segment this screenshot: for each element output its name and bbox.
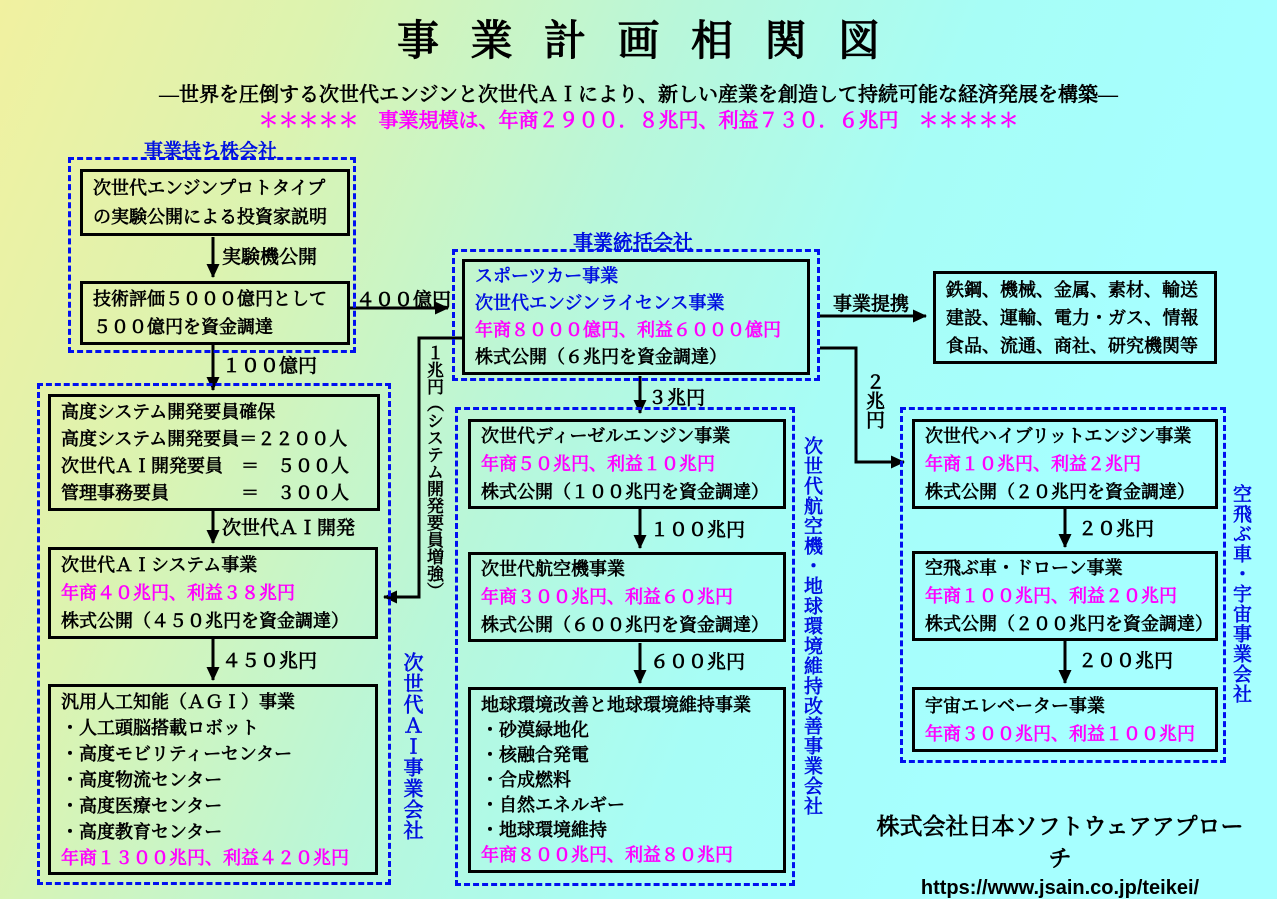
box-line: 高度システム開発要員＝２２００人 xyxy=(61,428,348,449)
box-line: ・高度モビリティーセンター xyxy=(61,743,293,764)
page-subtitle: ―世界を圧倒する次世代エンジンと次世代ＡＩにより、新しい産業を創造して持続可能な経済発展を構築― xyxy=(159,84,1118,106)
box-line: ・核融合発電 xyxy=(481,744,589,765)
box-line: ５００億円を資金調達 xyxy=(93,317,273,337)
box-line: 株式公開（４５０兆円を資金調達） xyxy=(61,611,349,631)
box-line: 株式公開（１００兆円を資金調達） xyxy=(481,482,769,502)
box-line: 食品、流通、商社、研究機関等 xyxy=(946,335,1198,356)
arrow-label-200cho: ２００兆円 xyxy=(1078,651,1174,672)
box-line: 株式公開（６兆円を資金調達） xyxy=(475,347,727,367)
box-line: 年商８０００億円、利益６０００億円 xyxy=(475,320,781,340)
arrow-label-1cho-note: １兆円（システム開発要員増強） xyxy=(424,344,443,599)
box-line: 年商１００兆円、利益２０兆円 xyxy=(925,586,1177,606)
box-line: 空飛ぶ車・ドローン事業 xyxy=(925,558,1123,578)
box-line: 次世代ハイブリットエンジン事業 xyxy=(925,426,1192,446)
arrow-label-3cho: ３兆円 xyxy=(648,388,706,409)
footer xyxy=(872,810,1248,899)
box-line: 年商４０兆円、利益３８兆円 xyxy=(61,583,295,603)
arrow-label-450cho: ４５０兆円 xyxy=(222,651,318,672)
arrow-label-100cho: １００兆円 xyxy=(650,520,746,541)
box-line: 次世代ＡＩ開発要員 ＝ ５００人 xyxy=(61,455,349,476)
arrow-label-ai-dev: 次世代ＡＩ開発 xyxy=(222,518,356,539)
business-scale-line: ＊＊＊＊＊ 事業規模は、年商２９００．８兆円、利益７３０．６兆円 ＊＊＊＊＊ xyxy=(258,110,1019,132)
box-line: 次世代航空機事業 xyxy=(481,559,625,579)
ai-company-label: 次世代ＡＩ事業会社 xyxy=(400,652,422,841)
prototype-box xyxy=(80,169,350,236)
staffing-box xyxy=(48,394,380,511)
tech-eval-box xyxy=(80,281,350,345)
box-line: 管理事務要員 ＝ ３００人 xyxy=(61,482,349,503)
space-company-label: 空飛ぶ車・宇宙事業会社 xyxy=(1230,484,1251,704)
environment-box xyxy=(468,687,786,873)
box-line: 次世代エンジンプロトタイプ xyxy=(93,177,326,198)
arrow-label-2cho: ２兆円 xyxy=(863,372,884,429)
control-hq-box xyxy=(462,259,810,375)
hybrid-box xyxy=(912,419,1218,509)
box-line: 宇宙エレベーター事業 xyxy=(925,695,1105,716)
box-line: ・高度物流センター xyxy=(61,769,223,790)
diesel-box xyxy=(468,419,786,509)
box-line: 株式公開（６００兆円を資金調達） xyxy=(481,615,769,635)
arrow-label-400oku: ４００億円 xyxy=(356,290,452,311)
box-line: 鉄鋼、機械、金属、素材、輸送 xyxy=(946,279,1198,300)
box-line: 年商３００兆円、利益６０兆円 xyxy=(481,587,733,607)
aircraft-box xyxy=(468,552,786,642)
box-line: 建設、運輸、電力・ガス、情報 xyxy=(946,307,1199,328)
box-line: の実験公開による投資家説明 xyxy=(93,206,327,227)
flying-car-box xyxy=(912,551,1218,641)
company-url: https://www.jsain.co.jp/teikei/ xyxy=(920,877,1200,899)
arrow-label-partnership: 事業提携 xyxy=(833,294,910,315)
arrow-label-100oku: １００億円 xyxy=(222,356,318,377)
company-name: 株式会社日本ソフトウェアアプローチ xyxy=(876,813,1244,871)
box-line: ・人工頭脳搭載ロボット xyxy=(61,717,259,738)
holding-company-label: 事業持ち株会社 xyxy=(144,141,278,162)
box-line: 汎用人工知能（ＡＧＩ）事業 xyxy=(61,691,295,712)
box-line: ・高度医療センター xyxy=(61,795,223,816)
arrow-label-600cho: ６００兆円 xyxy=(650,652,746,673)
box-line: 株式公開（２００兆円を資金調達） xyxy=(925,614,1213,634)
space-elevator-box xyxy=(912,687,1218,752)
aircraft-company-label: 次世代航空機・地球環境維持改善事業会社 xyxy=(801,436,822,816)
partners-box xyxy=(933,271,1217,364)
ai-system-box xyxy=(48,547,378,639)
box-line: 高度システム開発要員確保 xyxy=(61,401,276,422)
box-line: ・自然エネルギー xyxy=(481,794,625,815)
box-line: ・砂漠緑地化 xyxy=(481,719,589,740)
arrow-label-20cho: ２０兆円 xyxy=(1078,519,1155,540)
box-line: 株式公開（２０兆円を資金調達） xyxy=(925,482,1195,502)
box-line: 次世代ディーゼルエンジン事業 xyxy=(481,426,731,446)
box-line: 年商３００兆円、利益１００兆円 xyxy=(925,723,1195,744)
box-line: ・高度教育センター xyxy=(61,821,223,842)
box-line: 地球環境改善と地球環境維持事業 xyxy=(481,694,751,715)
box-line: 年商１０兆円、利益２兆円 xyxy=(925,454,1141,474)
box-line: 年商５０兆円、利益１０兆円 xyxy=(481,454,715,474)
control-company-label: 事業統括会社 xyxy=(573,232,693,254)
box-line: ・合成燃料 xyxy=(481,769,571,790)
box-line: 技術評価５０００億円として xyxy=(93,289,327,309)
page-title: 事業計画相関図 xyxy=(396,19,912,65)
box-line: 年商８００兆円、利益８０兆円 xyxy=(481,844,733,865)
arrow-label-experiment: 実験機公開 xyxy=(222,247,318,268)
agi-box xyxy=(48,684,378,875)
box-line: ・地球環境維持 xyxy=(481,819,607,840)
box-line: 次世代エンジンライセンス事業 xyxy=(475,293,725,313)
box-line: 年商１３００兆円、利益４２０兆円 xyxy=(61,847,349,868)
box-line: スポーツカー事業 xyxy=(475,266,619,286)
box-line: 次世代ＡＩシステム事業 xyxy=(61,555,258,575)
